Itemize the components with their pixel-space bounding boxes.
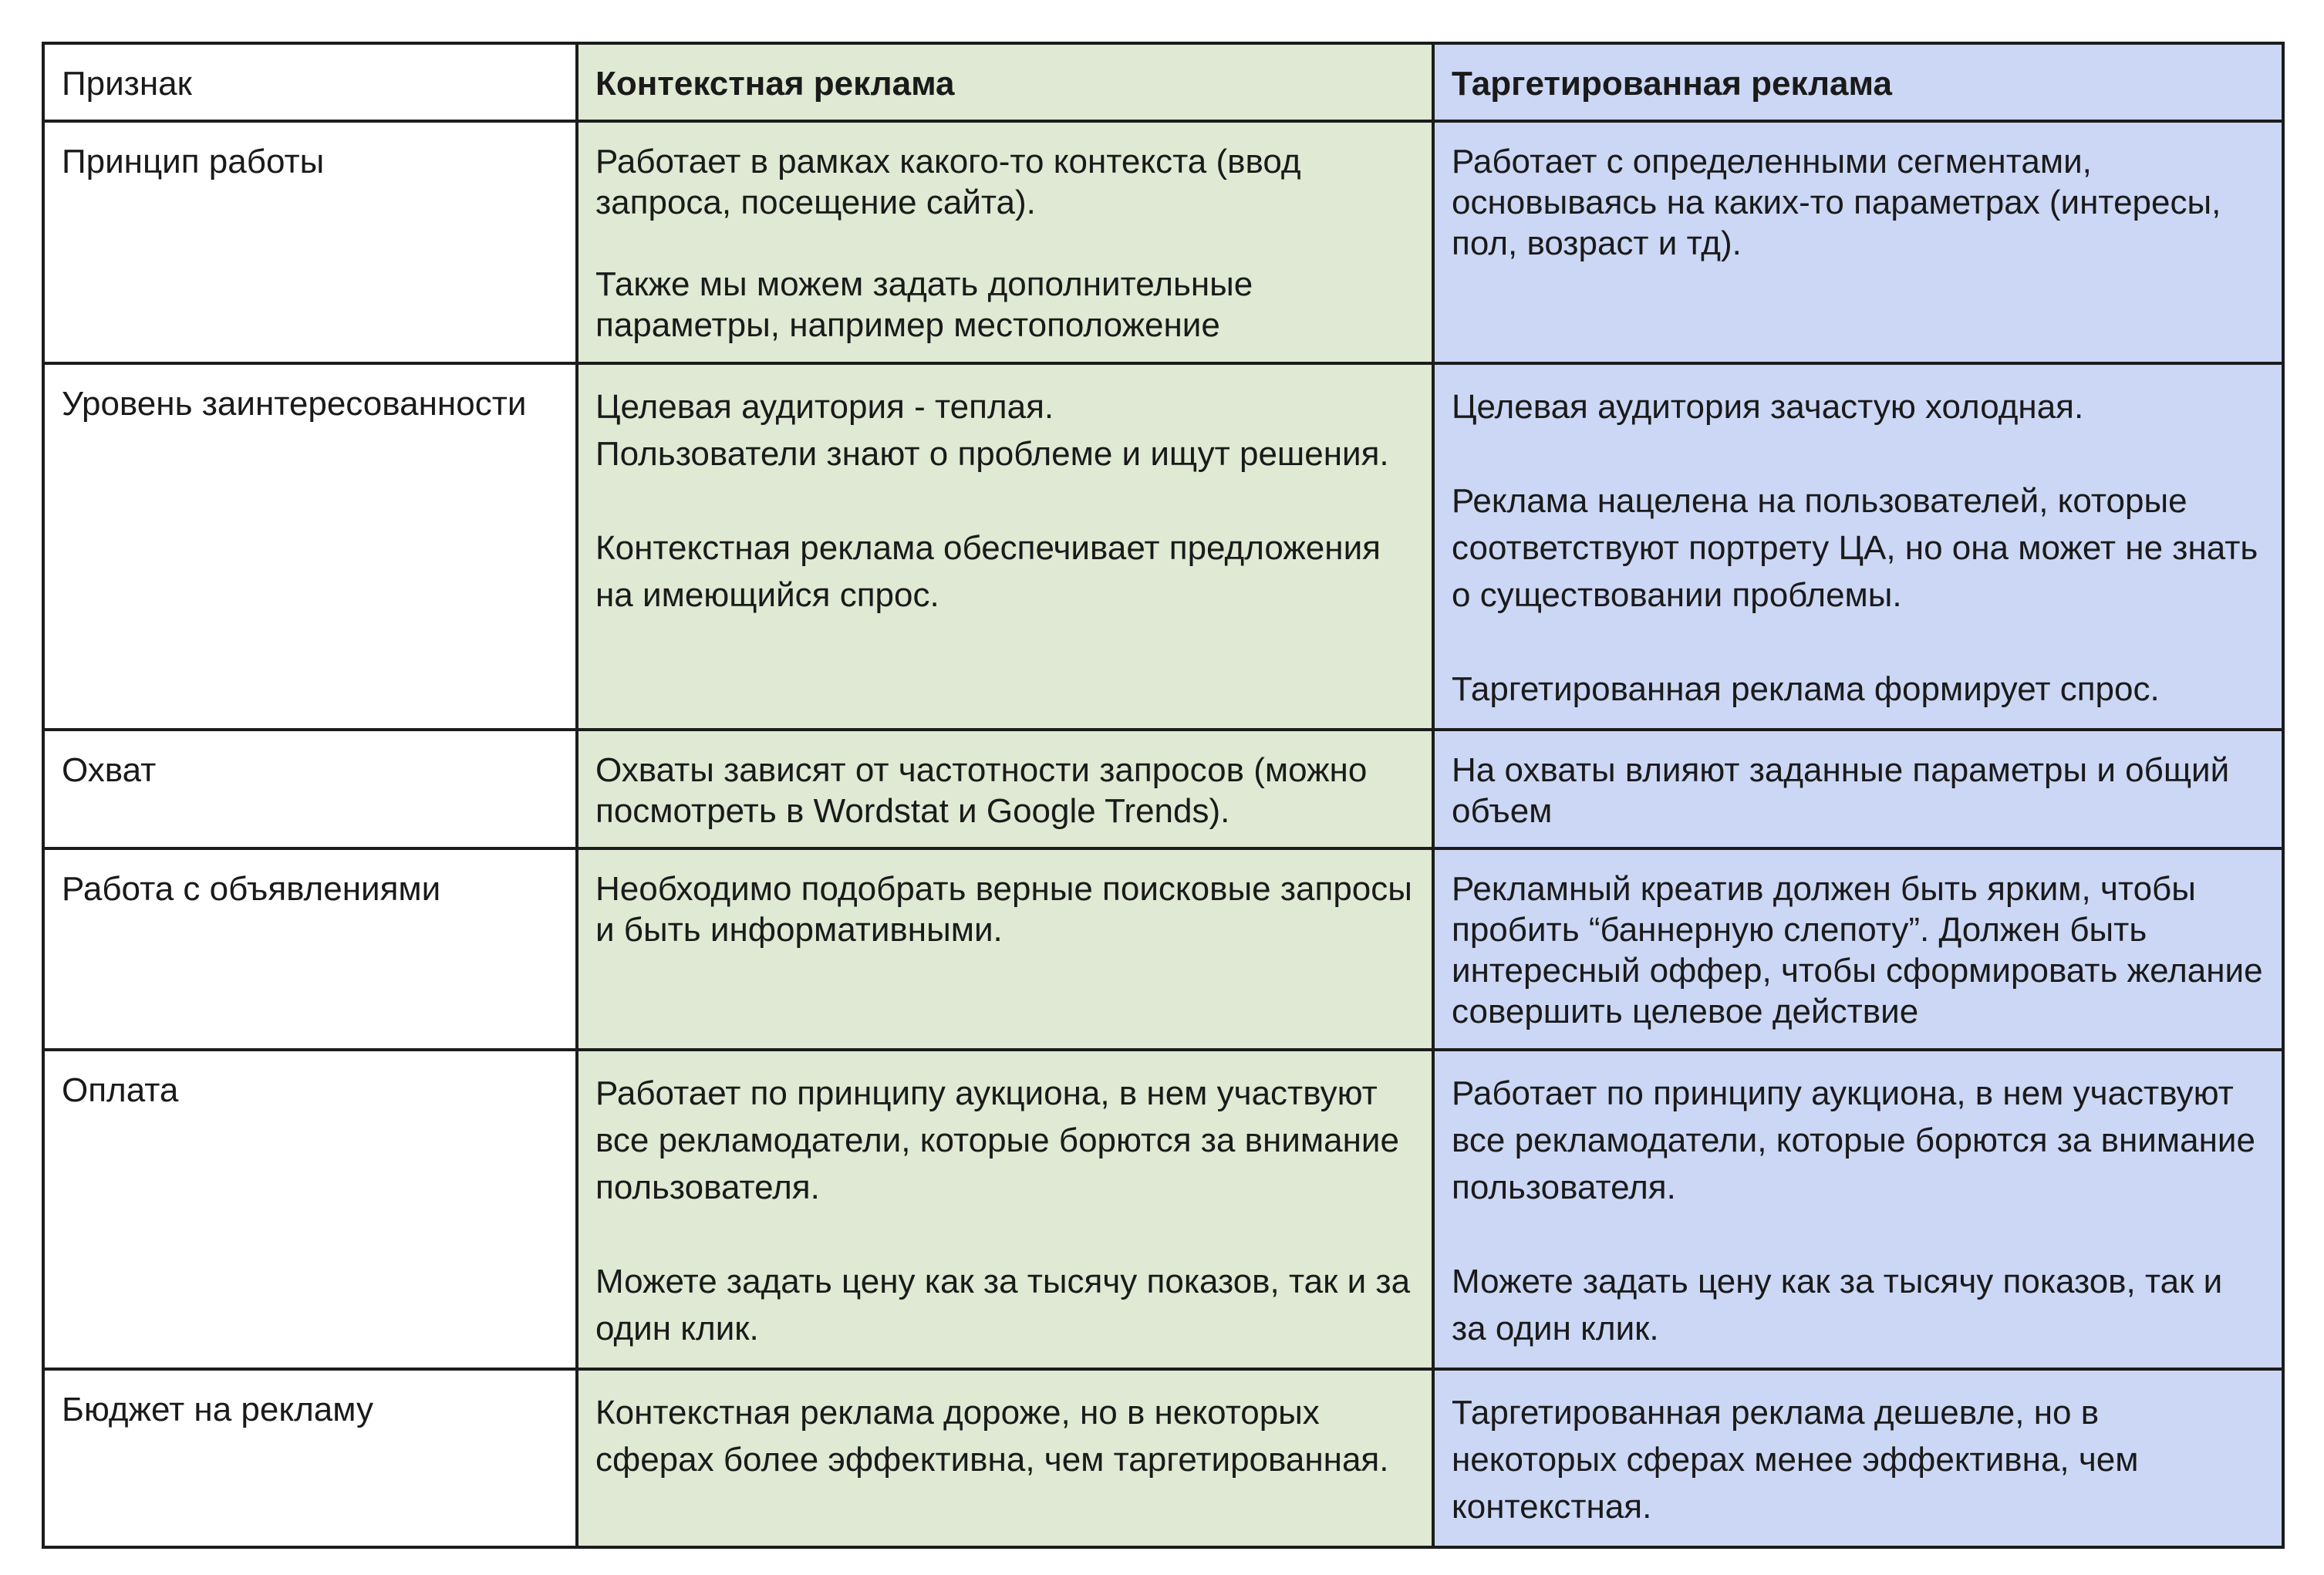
cell-paragraph: Также мы можем задать дополнительные параметры, например местоположение — [595, 265, 1253, 344]
feature-cell: Охват — [43, 730, 577, 848]
targeted-cell — [1433, 848, 2283, 1050]
table-header-row — [43, 43, 2283, 121]
header-context-ads: Контекстная реклама — [577, 43, 1433, 121]
cell-paragraph: Таргетированная реклама формирует спрос. — [1452, 670, 2160, 708]
targeted-cell — [1433, 730, 2283, 848]
table-row — [43, 363, 2283, 730]
targeted-cell — [1433, 363, 2283, 730]
table-row — [43, 1369, 2283, 1547]
table-row — [43, 1050, 2283, 1369]
comparison-table — [42, 42, 2285, 1549]
cell-paragraph: Необходимо подобрать верные поисковые запросы и быть информативными. — [595, 870, 1412, 949]
cell-paragraph: Контекстная реклама обеспечивает предложения на имеющийся спрос. — [595, 529, 1381, 614]
feature-cell: Уровень заинтересованности — [43, 363, 577, 730]
cell-paragraph: Работает с определенными сегментами, основываясь на каких-то параметрах (интересы, пол, возраст и тд). — [1452, 143, 2221, 262]
table-row — [43, 730, 2283, 848]
feature-cell: Бюджет на рекламу — [43, 1369, 577, 1547]
cell-paragraph: Контекстная реклама дороже, но в некоторых сферах более эффективна, чем таргетированная. — [595, 1394, 1389, 1479]
header-targeted-ads: Таргетированная реклама — [1433, 43, 2283, 121]
targeted-cell — [1433, 1050, 2283, 1369]
header-feature: Признак — [43, 43, 577, 121]
cell-paragraph: Охваты зависят от частотности запросов (можно посмотреть в Wordstat и Google Trends). — [595, 751, 1368, 830]
cell-paragraph: Реклама нацелена на пользователей, которые соответствуют портрету ЦА, но она может не знать о существовании проблемы. — [1452, 482, 2258, 614]
feature-cell: Принцип работы — [43, 121, 577, 363]
context-cell — [577, 848, 1433, 1050]
context-cell — [577, 1369, 1433, 1547]
context-cell — [577, 1050, 1433, 1369]
cell-paragraph: Целевая аудитория зачастую холодная. — [1452, 388, 2084, 426]
feature-cell: Оплата — [43, 1050, 577, 1369]
feature-cell: Работа с объявлениями — [43, 848, 577, 1050]
comparison-table-wrapper — [42, 42, 2282, 1549]
targeted-cell — [1433, 121, 2283, 363]
cell-paragraph: Пользователи знают о проблеме и ищут решения. — [595, 435, 1389, 473]
table-row — [43, 121, 2283, 363]
cell-paragraph: Работает по принципу аукциона, в нем участвуют все рекламодатели, которые борются за внимание пользователя. — [595, 1074, 1399, 1206]
cell-paragraph: Можете задать цену как за тысячу показов, так и за один клик. — [1452, 1263, 2223, 1347]
cell-paragraph: Таргетированная реклама дешевле, но в некоторых сферах менее эффективна, чем контекстная. — [1452, 1394, 2139, 1526]
cell-paragraph: На охваты влияют заданные параметры и общий объем — [1452, 751, 2230, 830]
context-cell — [577, 121, 1433, 363]
cell-paragraph: Можете задать цену как за тысячу показов, так и за один клик. — [595, 1263, 1411, 1347]
cell-paragraph: Целевая аудитория - теплая. — [595, 388, 1054, 426]
context-cell — [577, 730, 1433, 848]
cell-paragraph: Рекламный креатив должен быть ярким, чтобы пробить “баннерную слепоту”. Должен быть интересный оффер, чтобы сформировать желание совершить целевое действие — [1452, 870, 2263, 1030]
cell-paragraph: Работает в рамках какого-то контекста (ввод запроса, посещение сайта). — [595, 143, 1301, 221]
cell-paragraph: Работает по принципу аукциона, в нем участвуют все рекламодатели, которые борются за внимание пользователя. — [1452, 1074, 2255, 1206]
table-row — [43, 848, 2283, 1050]
targeted-cell — [1433, 1369, 2283, 1547]
context-cell — [577, 363, 1433, 730]
